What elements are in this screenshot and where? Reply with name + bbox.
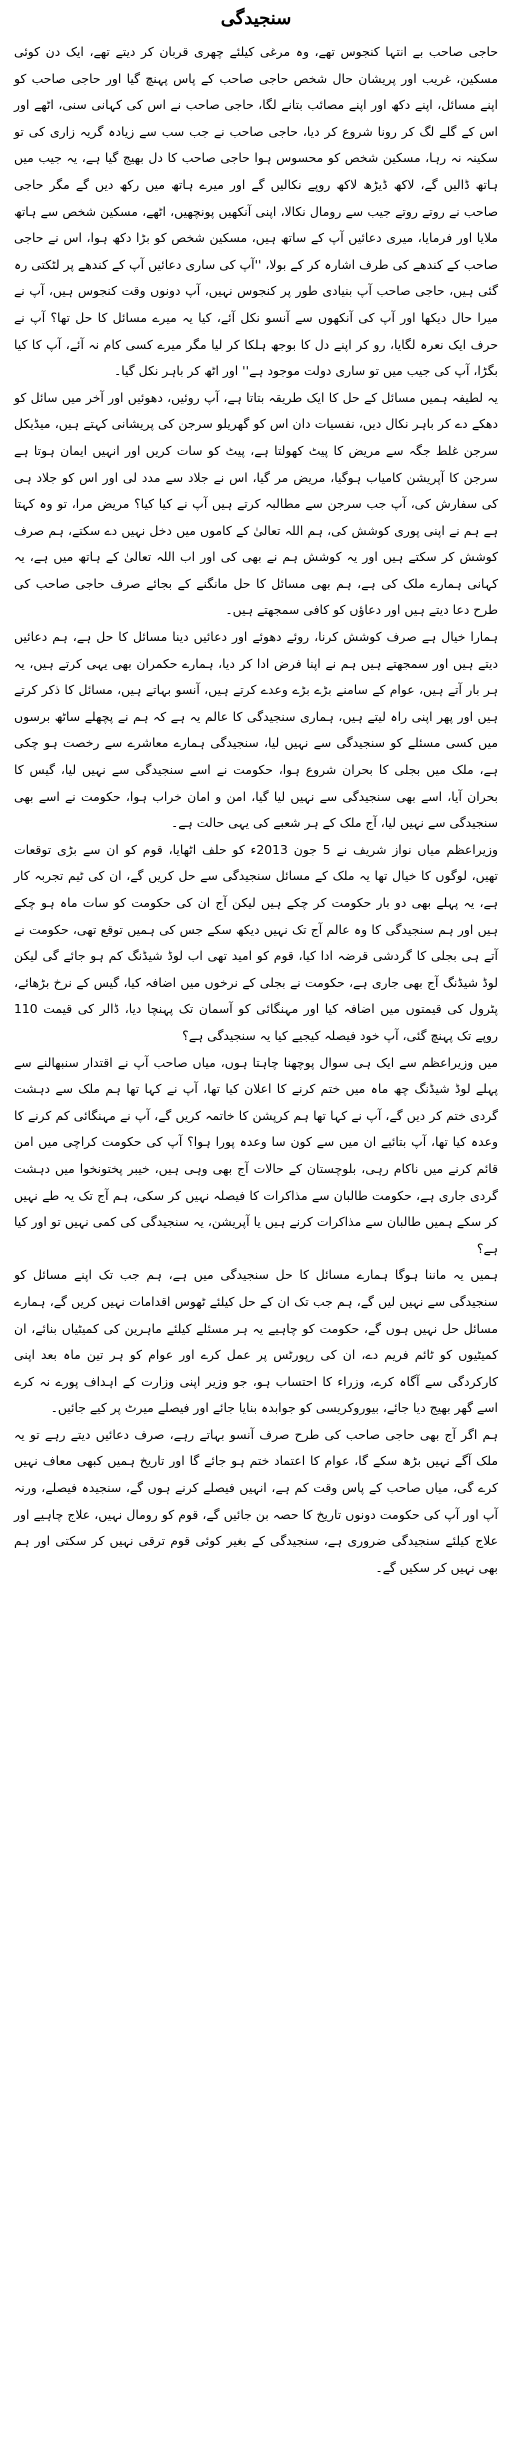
paragraph: ہمیں یہ ماننا ہوگا ہمارے مسائل کا حل سنجیدگی میں ہے، ہم جب تک اپنے مسائل کو سنجیدگی سے نہیں لیں گے، ہم جب تک ان کے حل کیلئے ٹھوس اقدامات نہیں کریں گے، ہمارے مسائل حل نہیں ہوں گے، حکومت کو چاہیے یہ ہر مسئلے کیلئے ماہرین کی کمیٹیاں بنائے، ان کمیٹیوں کو ٹائم فریم دے، ان کی رپورٹس پر عمل کرے اور عوام کو ہر تین ماہ بعد اپنی کارکردگی سے آگاہ کرے، وزراء کا احتساب ہو، جو وزیر اپنی وزارت کے اہداف پورے نہ کرے اسے گھر بھیج دیا جائے، بیوروکریسی کو جوابدہ بنایا جائے اور فیصلے میرٹ پر کیے جائیں۔ bbox=[14, 1267, 498, 1416]
column-title: سنجیدگی bbox=[220, 8, 292, 29]
paragraph: میں وزیراعظم سے ایک ہی سوال پوچھنا چاہتا ہوں، میاں صاحب آپ نے اقتدار سنبھالنے سے پہلے لوڈ شیڈنگ چھ ماہ میں ختم کرنے کا اعلان کیا تھا، آپ نے کہا تھا ہم ملک سے دہشت گردی ختم کر دیں گے، آپ نے کہا تھا ہم کرپشن کا خاتمہ کریں گے، آپ نے مہنگائی کم کرنے کا وعدہ کیا تھا، آپ بتائیے ان میں سے کون سا وعدہ پورا ہوا؟ آپ کی حکومت کراچی میں امن قائم کرنے میں ناکام رہی، بلوچستان کے حالات آج بھی وہی ہیں، خیبر پختونخوا میں دہشت گردی جاری ہے، حکومت طالبان سے مذاکرات کا فیصلہ نہیں کر سکی، ہم آج تک یہ طے نہیں کر سکے ہمیں طالبان سے مذاکرات کرنے ہیں یا آپریشن، یہ سنجیدگی کی کمی نہیں تو اور کیا ہے؟ bbox=[14, 1054, 498, 1256]
paragraph: حاجی صاحب بے انتہا کنجوس تھے، وہ مرغی کیلئے چھری قربان کر دیتے تھے، ایک دن کوئی مسکین، غریب اور پریشان حال شخص حاجی صاحب کے پاس پہنچ گیا اور حاجی صاحب کو اپنے مسائل، اپنے دکھ اور اپنے مصائب بتانے لگا، حاجی صاحب نے اس کی کہانی سنی، اٹھے اور اس کے گلے لگ کر رونا شروع کر دیا، حاجی صاحب نے جب سب سے زیادہ گریہ زاری کی تو سکینہ نہ رہا، مسکین شخص کو محسوس ہوا حاجی صاحب کا دل بھیج گیا ہے، یہ جیب میں ہاتھ ڈالیں گے، لاکھ ڈیڑھ لاکھ روپے نکالیں گے اور میرے ہاتھ میں رکھ دیں گے مگر حاجی صاحب نے روتے روتے جیب سے رومال نکالا، اپنی آنکھیں پونچھیں، اٹھے، مسکین شخص سے ہاتھ ملایا اور فرمایا، میری دعائیں آپ کے ساتھ ہیں، مسکین شخص کو بڑا دکھ ہوا، اس نے حاجی صاحب کے کندھے کی طرف اشارہ کر کے بولا، ''آپ کی ساری دعائیں آپ کے کندھے پر لٹکتی رہ گئی ہیں، حاجی صاحب آپ بنیادی طور پر کنجوس نہیں، آپ دونوں وقت کنجوس ہیں، آپ نے میرا حال دیکھا اور آپ کی آنکھوں سے آنسو نکل آئے، کیا یہ میرے مسائل کا حل تھا؟ آپ نے حرف ایک نعرہ لگایا، رو کر اپنے دل کا بوجھ ہلکا کر لیا مگر میرے کسی کام نہ آئے، آپ کا کیا بگڑا، آپ کی جیب میں تو ساری دولت موجود ہے'' اور اٹھ کر باہر نکل گیا۔ bbox=[14, 44, 498, 379]
paragraph: ہمارا خیال ہے صرف کوشش کرنا، روئے دھوئے اور دعائیں دینا مسائل کا حل ہے، ہم دعائیں دیتے ہیں اور سمجھتے ہیں ہم نے اپنا فرض ادا کر دیا، ہمارے حکمران بھی یہی کرتے ہیں، یہ ہر بار آتے ہیں، عوام کے سامنے بڑے بڑے وعدے کرتے ہیں، آنسو بہاتے ہیں، مسائل کا ذکر کرتے ہیں اور پھر اپنی راہ لیتے ہیں، ہماری سنجیدگی کا عالم یہ ہے کہ ہم نے پچھلے ساٹھ برسوں میں کسی مسئلے کو سنجیدگی سے نہیں لیا، سنجیدگی ہمارے معاشرے سے رخصت ہو چکی ہے، ملک میں بجلی کا بحران شروع ہوا، حکومت نے اسے سنجیدگی سے نہیں لیا، گیس کا بحران آیا، اسے بھی سنجیدگی سے نہیں لیا گیا، امن و امان خراب ہوا، حکومت نے اسے بھی سنجیدگی سے نہیں لیا، آج ملک کے ہر شعبے کی یہی حالت ہے۔ bbox=[14, 629, 498, 831]
paragraph: یہ لطیفہ ہمیں مسائل کے حل کا ایک طریقہ بتاتا ہے، آپ روئیں، دھوئیں اور آخر میں سائل کو دھکے دے کر باہر نکال دیں، نفسیات دان اس کو گھریلو سرجن کی پریشانی کہتے ہیں، میڈیکل سرجن غلط جگہ سے مریض کا پیٹ کھولتا ہے، پیٹ کو سات کریں اور انہیں ایمان ہوتا ہے سرجن کا آپریشن کامیاب ہوگیا، مریض مر گیا، اس نے جلاد سے مدد لی اور اس کو جلاد ہی کی سفارش کی، آپ جب سرجن سے مطالبہ کرتے ہیں آپ نے کیا کیا؟ مریض مرا، تو وہ کہتا ہے ہم نے اپنی پوری کوشش کی، ہم اللہ تعالیٰ کے کاموں میں دخل نہیں دے سکتے، ہم صرف کوشش کر سکتے ہیں اور یہ کوشش ہم نے بھی کی اور اب اللہ تعالیٰ کے ہاتھ میں ہے، یہ کہانی ہمارے ملک کی ہے، ہم بھی مسائل کا حل مانگنے کے بجائے صرف حاجی صاحب کی طرح دعا دیتے ہیں اور دعاؤں کو کافی سمجھتے ہیں۔ bbox=[14, 389, 498, 618]
column-body bbox=[14, 39, 498, 1581]
paragraph: ہم اگر آج بھی حاجی صاحب کی طرح صرف آنسو بہاتے رہے، صرف دعائیں دیتے رہے تو یہ ملک آگے نہیں بڑھ سکے گا، عوام کا اعتماد ختم ہو جائے گا اور تاریخ ہمیں کبھی معاف نہیں کرے گی، میاں صاحب کے پاس وقت کم ہے، انہیں فیصلے کرنے ہوں گے، سنجیدہ فیصلے، ورنہ آپ اور آپ کی حکومت دونوں تاریخ کا حصہ بن جائیں گے، قوم کو رومال نہیں، علاج چاہیے اور علاج کیلئے سنجیدگی ضروری ہے، سنجیدگی کے بغیر کوئی قوم ترقی نہیں کر سکتی اور ہم بھی نہیں کر سکیں گے۔ bbox=[14, 1426, 498, 1575]
paragraph: وزیراعظم میاں نواز شریف نے 5 جون 2013ء کو حلف اٹھایا، قوم کو ان سے بڑی توقعات تھیں، لوگوں کا خیال تھا یہ ملک کے مسائل سنجیدگی سے حل کریں گے، ان کی ٹیم تجربہ کار ہے، یہ پہلے بھی دو بار حکومت کر چکے ہیں لیکن آج ان کی حکومت کو سات ماہ ہو چکے ہیں اور ہم سنجیدگی کا وہ عالم آج تک نہیں دیکھ سکے جس کی ہمیں توقع تھی، حکومت نے آتے ہی بجلی کا گردشی قرضہ ادا کیا، قوم کو امید تھی اب لوڈ شیڈنگ کم ہو جائے گی لیکن لوڈ شیڈنگ آج بھی جاری ہے، حکومت نے بجلی کے نرخوں میں اضافہ کیا، گیس کے نرخ بڑھائے، پٹرول کی قیمتوں میں اضافہ کیا اور مہنگائی کو آسمان تک پہنچا دیا، ڈالر کی قیمت 110 روپے تک پہنچ گئی، آپ خود فیصلہ کیجیے کیا یہ سنجیدگی ہے؟ bbox=[14, 841, 498, 1043]
